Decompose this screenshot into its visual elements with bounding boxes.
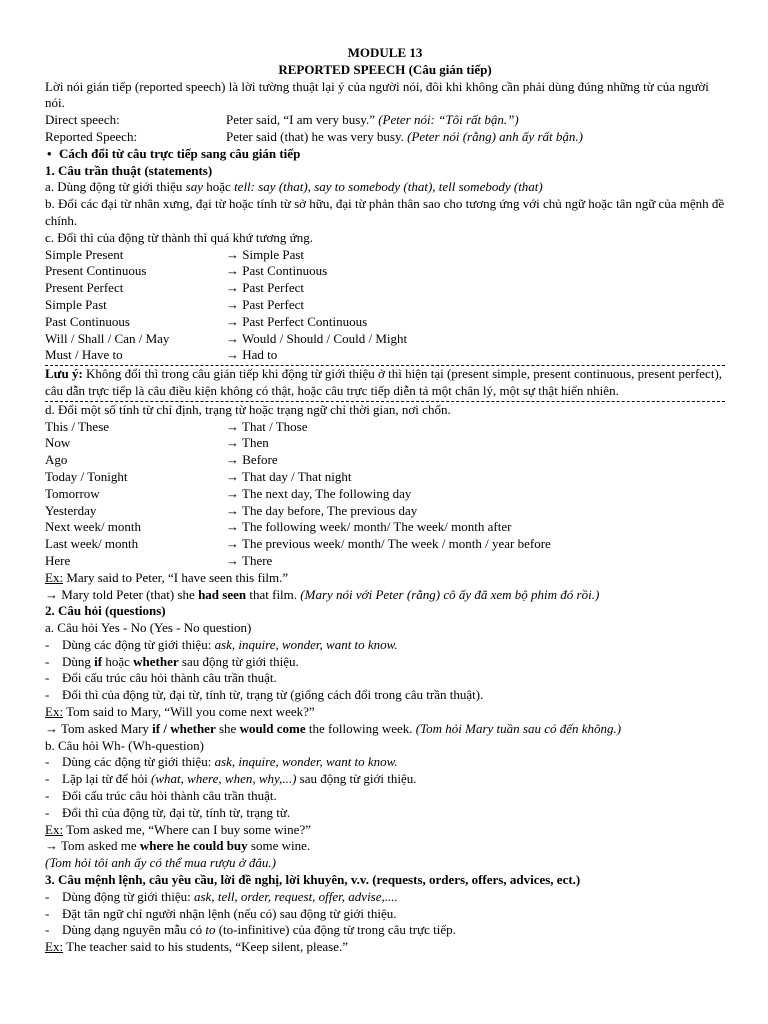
adverb-row (45, 503, 725, 520)
tense-row-from: Simple Past (45, 296, 107, 312)
tense-row (45, 297, 725, 314)
section-1-item-d: d. Đổi một số tính từ chỉ định, trạng từ hoặc trạng ngữ chỉ thời gian, nơi chốn. (45, 401, 451, 417)
section-3-heading: 3. Câu mệnh lệnh, câu yêu cầu, lời đề nghị, lời khuyên, v.v. (requests, orders, offers, advices, ect.) (45, 872, 581, 888)
section-1-heading: 1. Câu trần thuật (statements) (45, 162, 213, 178)
direct-speech-row (45, 112, 725, 129)
section-1-item-b: b. Đổi các đại từ nhân xưng, đại từ hoặc tính từ sở hữu, đại từ phản thân sao cho tương ứng với chủ ngữ hoặc tân ngữ của mệnh đề chính. (45, 196, 725, 228)
list-item: - Đổi thì của động từ, đại từ, tính từ, trạng từ (giống cách đổi trong câu trần thuật). (45, 687, 484, 703)
reported-speech-text: Peter said (that) he was very busy. (226, 128, 404, 144)
adverb-table (45, 419, 725, 570)
section-3-example: Ex: The teacher said to his students, “Keep silent, please.” (45, 939, 349, 955)
list-item: - Dùng động từ giới thiệu: ask, tell, order, request, offer, advise,.... (45, 888, 398, 904)
page-title: REPORTED SPEECH (Câu gián tiếp) (278, 61, 492, 77)
list-item: - Dùng các động từ giới thiệu: ask, inquire, wonder, want to know. (45, 636, 398, 652)
tense-row-from: Simple Present (45, 246, 124, 262)
tense-row (45, 347, 725, 364)
tense-row (45, 247, 725, 264)
list-item: - Lặp lại từ để hỏi (what, where, when, why,...) sau động từ giới thiệu. (45, 771, 417, 787)
tense-row-from: Present Continuous (45, 263, 147, 279)
adverb-row-from: Yesterday (45, 502, 97, 518)
adverb-row (45, 469, 725, 486)
adverb-row (45, 536, 725, 553)
list-item: - Dùng các động từ giới thiệu: ask, inquire, wonder, want to know. (45, 754, 398, 770)
tense-row (45, 263, 725, 280)
adverb-row-from: Last week/ month (45, 536, 139, 552)
bullet-heading-text: Cách đổi từ câu trực tiếp sang câu gián tiếp (59, 145, 301, 161)
section-1-item-c: c. Đổi thì của động từ thành thì quá khứ tương ứng. (45, 229, 313, 245)
adverb-row (45, 519, 725, 536)
intro-paragraph: Lời nói gián tiếp (reported speech) là lời tường thuật lại ý của người nói, đôi khi không cần phải dùng đúng những từ của người nói. (45, 78, 709, 111)
section-1-answer: → Mary told Peter (that) she had seen that film. (Mary nói với Peter (rằng) cô ấy đã xem bộ phim đó rồi.) (45, 586, 600, 602)
section-2-answer-2: → Tom asked me where he could buy some wine. (45, 838, 311, 854)
document-page (45, 45, 725, 956)
module-title: MODULE 13 (347, 45, 423, 60)
tense-row (45, 280, 725, 297)
list-item: - Đổi thì của động từ, đại từ, tính từ, trạng từ. (45, 804, 291, 820)
direct-speech-note: (Peter nói: “Tôi rất bận.”) (378, 112, 519, 128)
tense-row-to: → Simple Past (226, 246, 305, 262)
adverb-row-from: Tomorrow (45, 485, 100, 501)
section-2-item-b: b. Câu hỏi Wh- (Wh-question) (45, 737, 204, 753)
list-item: - Dùng if hoặc whether sau động từ giới thiệu. (45, 653, 299, 669)
direct-speech-text: Peter said, “I am very busy.” (226, 112, 375, 128)
adverb-row-to: → There (226, 552, 273, 568)
tense-row-from: Will / Shall / Can / May (45, 330, 170, 346)
adverb-row-from: Today / Tonight (45, 468, 128, 484)
tense-row-to: → Past Perfect (226, 296, 304, 312)
adverb-row-to: → The next day, The following day (226, 485, 412, 501)
note-paragraph (45, 366, 725, 400)
adverb-row-from: Ago (45, 452, 68, 468)
list-item: - Dùng dạng nguyên mẫu có to (to-infinitive) của động từ trong câu trực tiếp. (45, 922, 456, 938)
reported-speech-note: (Peter nói (rằng) anh ấy rất bận.) (407, 128, 583, 144)
tense-row-to: → Had to (226, 347, 278, 363)
adverb-row-from: This / These (45, 418, 110, 434)
list-item: - Đổi cấu trúc câu hỏi thành câu trần thuật. (45, 788, 277, 804)
bullet-icon: • (47, 145, 52, 161)
section-2-answer-1: → Tom asked Mary if / whether she would come the following week. (Tom hỏi Mary tuần sau có đến không.) (45, 720, 622, 736)
section-2-item-a: a. Câu hỏi Yes - No (Yes - No question) (45, 620, 252, 636)
tense-row-to: → Past Perfect (226, 280, 304, 296)
adverb-row-to: → The day before, The previous day (226, 502, 418, 518)
tense-row (45, 331, 725, 348)
tense-row-to: → Would / Should / Could / Might (226, 330, 408, 346)
reported-speech-row (45, 129, 725, 146)
section-2-example-2: Ex: Tom asked me, “Where can I buy some wine?” (45, 821, 311, 837)
tense-row-from: Past Continuous (45, 313, 130, 329)
adverb-row-to: → The following week/ month/ The week/ month after (226, 519, 512, 535)
adverb-row-from: Now (45, 435, 71, 451)
reported-speech-label: Reported Speech: (45, 128, 138, 144)
note-label: Lưu ý: (45, 366, 83, 382)
section-1-item-a: a. Dùng động từ giới thiệu say hoặc tell: say (that), say to somebody (that), tell somebody (that) (45, 179, 543, 195)
tense-row-from: Must / Have to (45, 347, 123, 363)
adverb-row (45, 486, 725, 503)
adverb-row-from: Here (45, 552, 71, 568)
section-2-example-1: Ex: Tom said to Mary, “Will you come next week?” (45, 704, 315, 720)
tense-row-to: → Past Continuous (226, 263, 328, 279)
tense-row-from: Present Perfect (45, 280, 124, 296)
tense-row-to: → Past Perfect Continuous (226, 313, 368, 329)
section-2-answer-2-note: (Tom hỏi tôi anh ấy có thể mua rượu ở đâu.) (45, 855, 277, 871)
adverb-row-from: Next week/ month (45, 519, 142, 535)
section-1-example: Ex: Mary said to Peter, “I have seen this film.” (45, 569, 289, 585)
note-text: Không đổi thì trong câu gián tiếp khi động từ giới thiệu ở thì hiện tại (present simple, present continuous, present perfect), câu dẫn trực tiếp là câu điều kiện không có thật, hoặc câu trực tiếp diễn tả một chân lý, một sự thật hiển nhiên. (45, 366, 723, 398)
adverb-row-to: → The previous week/ month/ The week / month / year before (226, 536, 551, 552)
adverb-row (45, 419, 725, 436)
adverb-row-to: → Before (226, 452, 278, 468)
adverb-row-to: → That day / That night (226, 468, 352, 484)
tense-table (45, 247, 725, 365)
adverb-row (45, 553, 725, 570)
bullet-heading (45, 146, 725, 163)
list-item: - Đặt tân ngữ chỉ người nhận lệnh (nếu có) sau động từ giới thiệu. (45, 905, 397, 921)
direct-speech-label: Direct speech: (45, 112, 120, 128)
tense-row (45, 314, 725, 331)
section-2-heading: 2. Câu hỏi (questions) (45, 603, 166, 619)
adverb-row (45, 435, 725, 452)
adverb-row (45, 452, 725, 469)
adverb-row-to: → That / Those (226, 418, 308, 434)
list-item: - Đổi cấu trúc câu hỏi thành câu trần thuật. (45, 670, 277, 686)
adverb-row-to: → Then (226, 435, 269, 451)
